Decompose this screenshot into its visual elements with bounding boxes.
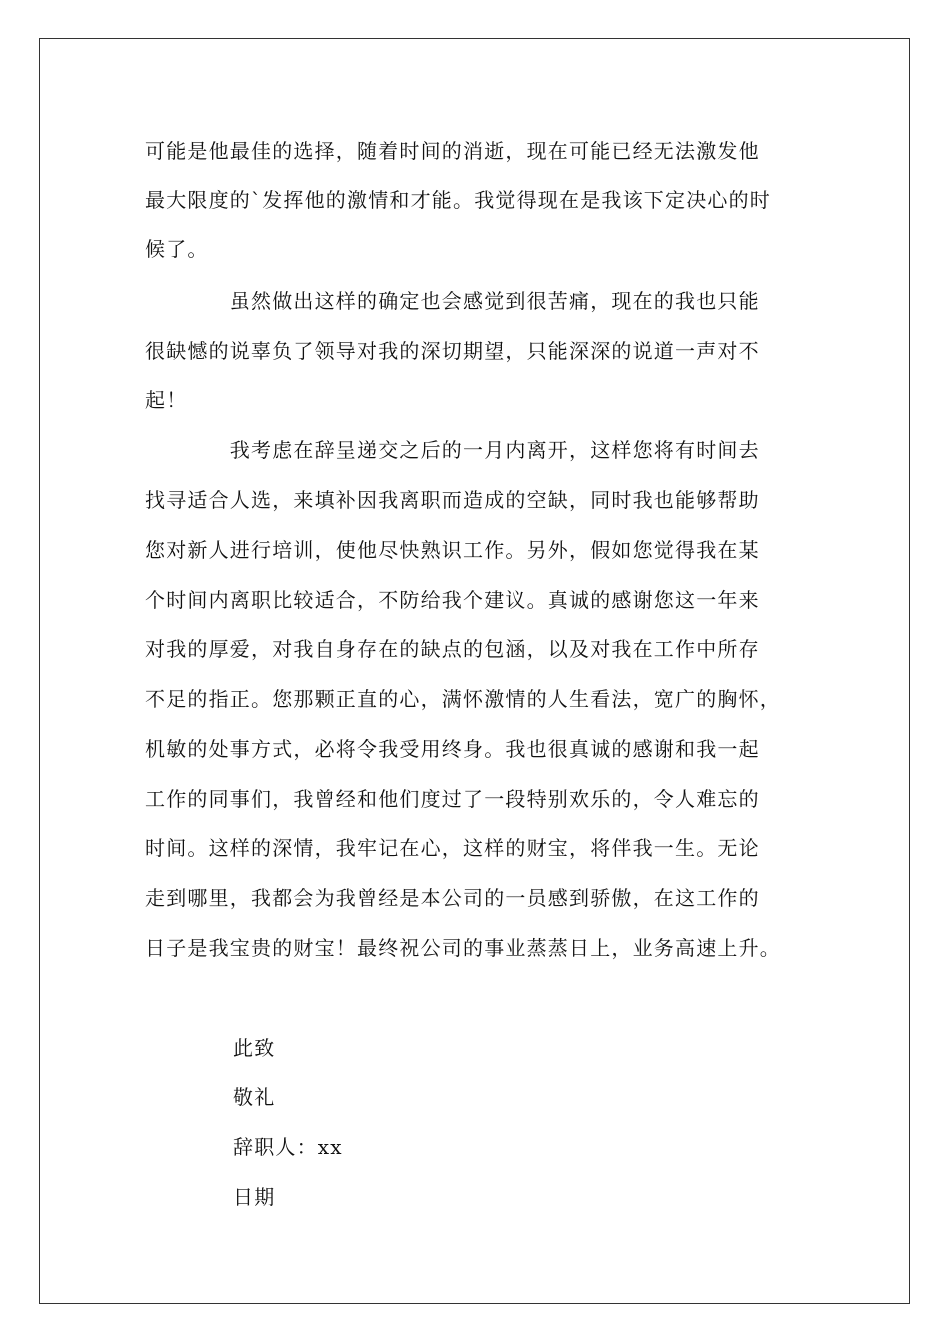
body-line: 可能是他最佳的选择，随着时间的消逝，现在可能已经无法激发他 [145, 139, 760, 163]
body-line: 虽然做出这样的确定也会感觉到很苦痛，现在的我也只能 [145, 289, 760, 313]
body-line: 对我的厚爱，对我自身存在的缺点的包涵，以及对我在工作中所存 [145, 637, 760, 661]
body-line: 我考虑在辞呈递交之后的一月内离开，这样您将有时间去 [145, 438, 760, 462]
salutation-cizhi: 此致 [233, 1036, 276, 1060]
body-line: 时间。这样的深情，我牢记在心，这样的财宝，将伴我一生。无论 [145, 836, 760, 860]
body-line: 走到哪里，我都会为我曾经是本公司的一员感到骄傲，在这工作的 [145, 886, 760, 910]
body-line: 机敏的处事方式，必将令我受用终身。我也很真诚的感谢和我一起 [145, 737, 760, 761]
signature-line: 辞职人：xx [233, 1135, 343, 1159]
body-line: 候了。 [145, 237, 209, 261]
body-line: 不足的指正。您那颗正直的心，满怀激情的人生看法，宽广的胸怀， [145, 687, 781, 711]
body-line: 工作的同事们，我曾经和他们度过了一段特别欢乐的，令人难忘的 [145, 787, 760, 811]
body-line: 日子是我宝贵的财宝！最终祝公司的事业蒸蒸日上，业务高速上升。 [145, 936, 781, 960]
body-line: 个时间内离职比较适合，不防给我个建议。真诚的感谢您这一年来 [145, 588, 760, 612]
body-line: 找寻适合人选，来填补因我离职而造成的空缺，同时我也能够帮助 [145, 488, 760, 512]
date-line: 日期 [233, 1185, 276, 1209]
page-border [39, 38, 910, 1304]
body-line: 很缺憾的说辜负了领导对我的深切期望，只能深深的说道一声对不 [145, 339, 760, 363]
body-line: 最大限度的`发挥他的激情和才能。我觉得现在是我该下定决心的时 [145, 188, 771, 212]
salutation-jingli: 敬礼 [233, 1085, 276, 1109]
body-line: 您对新人进行培训，使他尽快熟识工作。另外，假如您觉得我在某 [145, 538, 760, 562]
body-line: 起！ [145, 388, 188, 412]
